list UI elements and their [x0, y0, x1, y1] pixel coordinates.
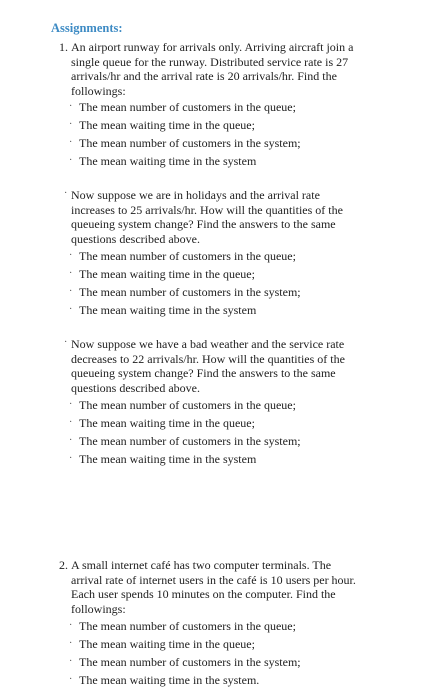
scenario-line: Now suppose we have a bad weather and the service rate — [71, 337, 345, 351]
question-1-line: single queue for the runway. Distributed service rate is 27 — [71, 54, 349, 69]
question-1-line: arrivals/hr and the arrival rate is 20 arrivals/hr. Find the — [71, 69, 337, 83]
scenario-bad-weather-text — [71, 337, 381, 395]
bullet-icon: · — [69, 119, 73, 130]
bullet-icon: · — [69, 286, 73, 297]
bullet-icon: · — [69, 155, 73, 166]
list-item: · The mean number of customers in the queue; — [69, 100, 296, 114]
bullet-icon: · — [69, 101, 73, 112]
list-item: · The mean waiting time in the queue; — [69, 637, 255, 651]
scenario-holidays-text — [71, 188, 381, 246]
list-item: · The mean waiting time in the system — [69, 452, 257, 466]
list-item: · The mean number of customers in the queue; — [69, 249, 296, 263]
scenario-line: questions described above. — [71, 380, 200, 395]
bullet-icon: · — [64, 337, 68, 348]
bullet-icon: · — [69, 399, 73, 410]
scenario-line: queueing system change? Find the answers to the same — [71, 366, 336, 380]
list-item: · The mean waiting time in the queue; — [69, 267, 255, 281]
bullet-icon: · — [69, 638, 73, 649]
list-item: · The mean number of customers in the system; — [69, 136, 301, 150]
list-item: · The mean number of customers in the system; — [69, 285, 301, 299]
scenario-line: questions described above. — [71, 231, 200, 246]
bullet-icon: · — [64, 188, 68, 199]
list-item: · The mean waiting time in the system — [69, 154, 257, 168]
list-item: · The mean waiting time in the system — [69, 303, 257, 317]
scenario-line: queueing system change? Find the answers to the same — [71, 217, 336, 231]
bullet-icon: · — [69, 250, 73, 261]
question-1-text — [71, 40, 381, 98]
bullet-icon: · — [69, 435, 73, 446]
question-2-text — [71, 558, 381, 616]
question-2-line: arrival rate of internet users in the café is 10 users per hour. — [71, 572, 356, 587]
assignments-heading: Assignments: — [51, 21, 123, 35]
list-item: · The mean number of customers in the queue; — [69, 619, 296, 633]
question-1-number: 1. — [59, 40, 68, 54]
bullet-icon: · — [69, 674, 73, 685]
question-2-line: followings: — [71, 601, 126, 616]
scenario-holidays-bullet-list — [69, 247, 301, 319]
bullet-icon: · — [69, 656, 73, 667]
scenario-line: decreases to 22 arrivals/hr. How will the quantities of the — [71, 351, 345, 366]
list-item: · The mean waiting time in the system. — [69, 673, 260, 687]
scenario-line: Now suppose we are in holidays and the arrival rate — [71, 188, 320, 202]
list-item: · The mean number of customers in the system; — [69, 655, 301, 669]
question-1-line: followings: — [71, 83, 126, 98]
bullet-icon: · — [69, 304, 73, 315]
bullet-icon: · — [69, 620, 73, 631]
list-item: · The mean waiting time in the queue; — [69, 118, 255, 132]
question-2-number: 2. — [59, 558, 68, 572]
question-2-bullet-list — [69, 617, 301, 689]
bullet-icon: · — [69, 453, 73, 464]
scenario-line: increases to 25 arrivals/hr. How will the quantities of the — [71, 202, 343, 217]
question-1-line: An airport runway for arrivals only. Arriving aircraft join a — [71, 40, 354, 54]
question-2-line: Each user spends 10 minutes on the computer. Find the — [71, 587, 336, 601]
list-item: · The mean number of customers in the queue; — [69, 398, 296, 412]
bullet-icon: · — [69, 417, 73, 428]
list-item: · The mean number of customers in the system; — [69, 434, 301, 448]
list-item: · The mean waiting time in the queue; — [69, 416, 255, 430]
question-1-bullet-list — [69, 98, 301, 170]
bullet-icon: · — [69, 137, 73, 148]
scenario-bad-weather-bullet-list — [69, 396, 301, 468]
question-2-line: A small internet café has two computer terminals. The — [71, 558, 332, 572]
bullet-icon: · — [69, 268, 73, 279]
